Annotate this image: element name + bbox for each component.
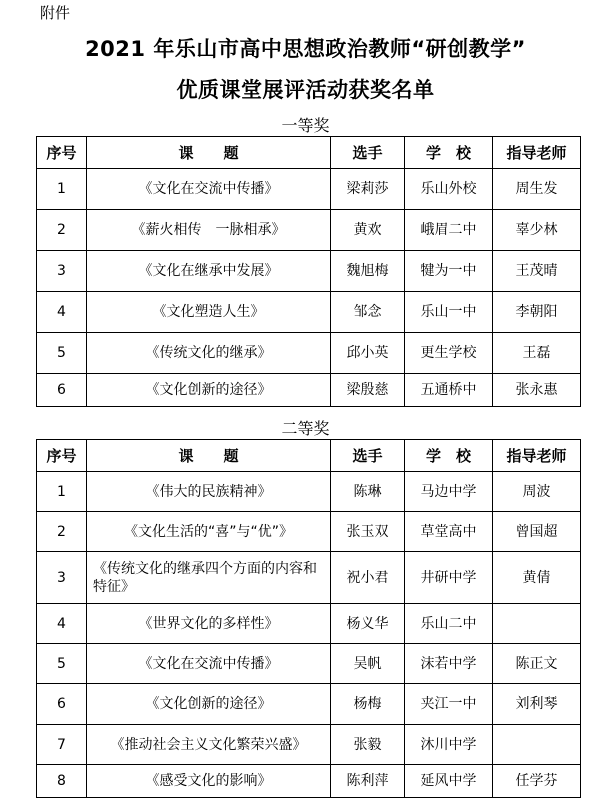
- first-prize-heading: 一等奖: [281, 116, 330, 135]
- cell-no: 5: [37, 333, 87, 374]
- header-no: 序号: [37, 137, 87, 169]
- cell-topic: 《感受文化的影响》: [87, 765, 331, 798]
- cell-player: 陈琳: [331, 472, 405, 512]
- cell-mentor: 刘利琴: [493, 684, 581, 725]
- cell-topic: 《文化塑造人生》: [87, 292, 331, 333]
- cell-school: 马边中学: [405, 472, 493, 512]
- cell-player: 吴帆: [331, 644, 405, 684]
- cell-school: 五通桥中: [405, 374, 493, 407]
- cell-player: 梁殷慈: [331, 374, 405, 407]
- cell-school: 峨眉二中: [405, 210, 493, 251]
- cell-no: 1: [37, 472, 87, 512]
- table-row: [37, 210, 581, 251]
- cell-player: 杨义华: [331, 604, 405, 644]
- second-prize-heading: 二等奖: [281, 419, 330, 438]
- cell-topic: 《文化在继承中发展》: [87, 251, 331, 292]
- header-school: 学 校: [405, 137, 493, 169]
- table-row: [37, 374, 581, 407]
- table-row: [37, 169, 581, 210]
- cell-topic: 《传统文化的继承》: [87, 333, 331, 374]
- cell-no: 8: [37, 765, 87, 798]
- header-mentor: 指导老师: [493, 137, 581, 169]
- table-row: [37, 472, 581, 512]
- cell-player: 魏旭梅: [331, 251, 405, 292]
- cell-mentor: 张永惠: [493, 374, 581, 407]
- cell-topic: 《文化创新的途径》: [87, 684, 331, 725]
- cell-school: 乐山外校: [405, 169, 493, 210]
- cell-mentor: 李朝阳: [493, 292, 581, 333]
- cell-school: 井研中学: [405, 552, 493, 604]
- table-row: [37, 333, 581, 374]
- table-row: [37, 512, 581, 552]
- cell-player: 黄欢: [331, 210, 405, 251]
- first-prize-table: [36, 136, 581, 407]
- table-row: [37, 684, 581, 725]
- cell-school: 延风中学: [405, 765, 493, 798]
- header-school: 学 校: [405, 440, 493, 472]
- cell-school: 更生学校: [405, 333, 493, 374]
- cell-mentor: 王茂晴: [493, 251, 581, 292]
- cell-no: 2: [37, 210, 87, 251]
- cell-no: 3: [37, 552, 87, 604]
- cell-topic: 《伟大的民族精神》: [87, 472, 331, 512]
- cell-school: 草堂高中: [405, 512, 493, 552]
- cell-player: 张玉双: [331, 512, 405, 552]
- cell-mentor: 黄倩: [493, 552, 581, 604]
- cell-topic: 《传统文化的继承四个方面的内容和特征》: [87, 552, 331, 604]
- table-row: [37, 604, 581, 644]
- document-title-line2: 优质课堂展评活动获奖名单: [176, 78, 435, 102]
- cell-no: 4: [37, 292, 87, 333]
- header-no: 序号: [37, 440, 87, 472]
- second-prize-table: [36, 439, 581, 798]
- cell-mentor: 王磊: [493, 333, 581, 374]
- cell-topic: 《文化生活的“喜”与“优”》: [87, 512, 331, 552]
- cell-no: 5: [37, 644, 87, 684]
- cell-mentor: 周生发: [493, 169, 581, 210]
- cell-player: 邱小英: [331, 333, 405, 374]
- cell-mentor: 辜少林: [493, 210, 581, 251]
- table-row: [37, 644, 581, 684]
- cell-topic: 《推动社会主义文化繁荣兴盛》: [87, 725, 331, 765]
- cell-school: 沐川中学: [405, 725, 493, 765]
- cell-topic: 《世界文化的多样性》: [87, 604, 331, 644]
- cell-topic: 《文化在交流中传播》: [87, 169, 331, 210]
- cell-no: 1: [37, 169, 87, 210]
- cell-no: 4: [37, 604, 87, 644]
- cell-player: 张毅: [331, 725, 405, 765]
- table-header-row: [37, 137, 581, 169]
- table-row: [37, 292, 581, 333]
- cell-topic: 《薪火相传 一脉相承》: [87, 210, 331, 251]
- cell-player: 邹念: [331, 292, 405, 333]
- header-topic: 课 题: [87, 137, 331, 169]
- cell-school: 犍为一中: [405, 251, 493, 292]
- cell-school: 乐山二中: [405, 604, 493, 644]
- header-player: 选手: [331, 440, 405, 472]
- document-title-line1: 2021 年乐山市高中思想政治教师“研创教学”: [85, 37, 526, 61]
- table-header-row: [37, 440, 581, 472]
- cell-school: 乐山一中: [405, 292, 493, 333]
- attachment-label: 附件: [40, 4, 71, 22]
- cell-topic: 《文化创新的途径》: [87, 374, 331, 407]
- table-row: [37, 765, 581, 798]
- cell-mentor: 任学芬: [493, 765, 581, 798]
- cell-no: 6: [37, 684, 87, 725]
- cell-mentor: 曾国超: [493, 512, 581, 552]
- cell-player: 梁莉莎: [331, 169, 405, 210]
- cell-topic: 《文化在交流中传播》: [87, 644, 331, 684]
- header-player: 选手: [331, 137, 405, 169]
- cell-no: 2: [37, 512, 87, 552]
- cell-no: 6: [37, 374, 87, 407]
- header-topic: 课 题: [87, 440, 331, 472]
- cell-mentor: [493, 725, 581, 765]
- cell-no: 3: [37, 251, 87, 292]
- table-row: [37, 251, 581, 292]
- cell-school: 夹江一中: [405, 684, 493, 725]
- cell-player: 祝小君: [331, 552, 405, 604]
- header-mentor: 指导老师: [493, 440, 581, 472]
- cell-player: 杨梅: [331, 684, 405, 725]
- table-row: [37, 552, 581, 604]
- cell-mentor: 陈正文: [493, 644, 581, 684]
- cell-mentor: 周波: [493, 472, 581, 512]
- cell-no: 7: [37, 725, 87, 765]
- cell-player: 陈利萍: [331, 765, 405, 798]
- cell-mentor: [493, 604, 581, 644]
- cell-school: 沫若中学: [405, 644, 493, 684]
- table-row: [37, 725, 581, 765]
